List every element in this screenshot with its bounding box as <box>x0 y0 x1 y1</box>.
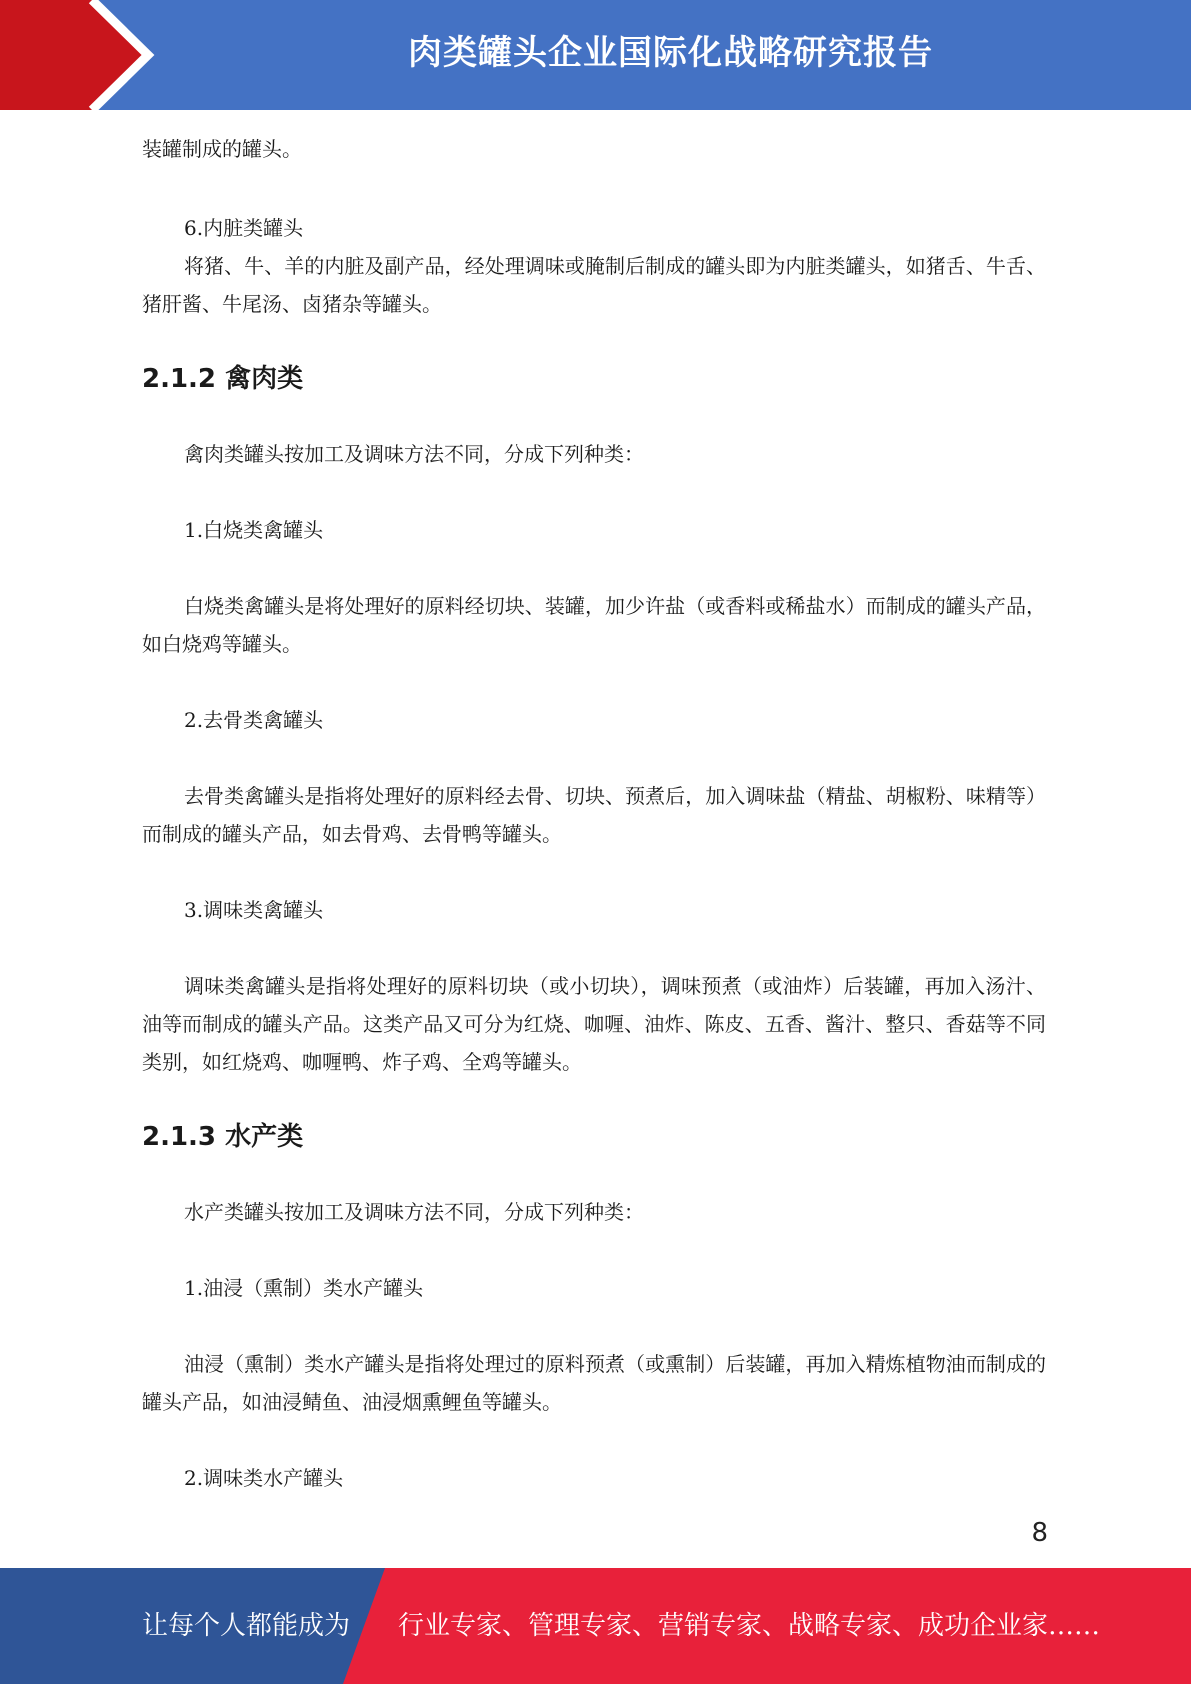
page-header <box>0 0 1191 110</box>
item-heading-oil-soaked: 1.油浸（熏制）类水产罐头 <box>184 1276 424 1300</box>
footer-slogan-left: 让每个人都能成为 <box>142 1611 351 1641</box>
paragraph-offal: 将猪、牛、羊的内脏及副产品，经处理调味或腌制后制成的罐头即为内脏类罐头，如猪舌、牛舌、猪肝酱、牛尾汤、卤猪杂等罐头。 <box>142 254 1046 316</box>
paragraph-poultry-intro: 禽肉类罐头按加工及调味方法不同，分成下列种类： <box>184 442 644 466</box>
section-heading-aquatic: 2.1.3 水产类 <box>142 1122 304 1152</box>
paragraph-aquatic-intro: 水产类罐头按加工及调味方法不同，分成下列种类： <box>184 1200 644 1224</box>
item-heading-offal: 6.内脏类罐头 <box>184 216 304 240</box>
paragraph-oil-soaked: 油浸（熏制）类水产罐头是指将处理过的原料预煮（或熏制）后装罐，再加入精炼植物油而制成的罐头产品，如油浸鲭鱼、油浸烟熏鲤鱼等罐头。 <box>142 1352 1046 1414</box>
section-heading-poultry: 2.1.2 禽肉类 <box>142 364 304 394</box>
document-body <box>142 130 1046 1497</box>
item-heading-boneless: 2.去骨类禽罐头 <box>184 708 324 732</box>
paragraph-white-cooked: 白烧类禽罐头是将处理好的原料经切块、装罐，加少许盐（或香料或稀盐水）而制成的罐头产品，如白烧鸡等罐头。 <box>142 594 1046 656</box>
report-title: 肉类罐头企业国际化战略研究报告 <box>408 33 933 73</box>
item-heading-seasoned: 3.调味类禽罐头 <box>184 898 324 922</box>
paragraph-seasoned: 调味类禽罐头是指将处理好的原料切块（或小切块），调味预煮（或油炸）后装罐，再加入汤汁、油等而制成的罐头产品。这类产品又可分为红烧、咖喱、油炸、陈皮、五香、酱汁、整只、香菇等不同类别，如红烧鸡、咖喱鸭、炸子鸡、全鸡等罐头。 <box>142 974 1046 1074</box>
paragraph-boneless: 去骨类禽罐头是指将处理好的原料经去骨、切块、预煮后，加入调味盐（精盐、胡椒粉、味精等）而制成的罐头产品，如去骨鸡、去骨鸭等罐头。 <box>142 784 1046 846</box>
page-footer <box>0 1568 1191 1684</box>
paragraph-continuation: 装罐制成的罐头。 <box>142 137 302 161</box>
page-number: 8 <box>1031 1518 1048 1548</box>
item-heading-white-cooked: 1.白烧类禽罐头 <box>184 518 324 542</box>
item-heading-seasoned-aquatic: 2.调味类水产罐头 <box>184 1466 344 1490</box>
footer-slogan-right: 行业专家、管理专家、营销专家、战略专家、成功企业家…… <box>398 1611 1101 1641</box>
